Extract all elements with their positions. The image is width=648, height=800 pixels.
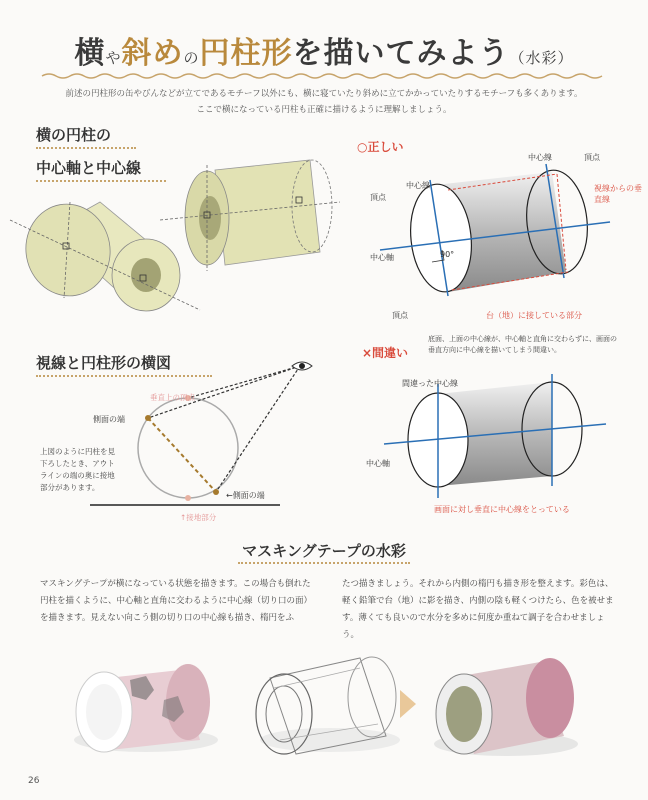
label-ground-contact: 台（地）に接している部分: [486, 311, 582, 320]
wrong-heading: ×間違い: [362, 346, 409, 360]
label-vertex: 頂点: [584, 153, 600, 162]
label-top-vertex: 垂直上の頂点: [150, 393, 195, 402]
label-center-line: 中心線: [528, 153, 552, 162]
intro-line: ここで横になっている円柱も正確に描けるように理解しましょう。: [196, 105, 452, 115]
title-part: を描いてみよう: [292, 36, 510, 71]
title-part: 円柱形: [199, 36, 293, 71]
label-center-axis: 中心軸: [370, 253, 394, 262]
intro-text: [20, 86, 628, 118]
tape-painting: [434, 658, 578, 756]
label-ground-part: ↑接地部分: [180, 513, 217, 522]
tape-section-heading: [0, 540, 648, 561]
tape-text-left: マスキングテープが横になっている状態を描きます。この場合も倒れた円柱を描くように、中心軸と直角に交わるように中心線（切り口の面）を描きます。見えない向こう側の切り口の中心線も描き、楕円をふ: [40, 579, 313, 623]
heading-line: 横の円柱の: [36, 124, 136, 149]
title-note: （水彩）: [509, 49, 574, 67]
tape-illustrations: [60, 640, 630, 770]
label-wrong-center-line: 間違った中心線: [402, 379, 458, 388]
correct-cylinder-diagram: [360, 150, 620, 330]
label-side-edge: ←側面の端: [226, 491, 265, 500]
tape-heading-text: マスキングテープの水彩: [238, 542, 410, 564]
yellow-cylinders-illustration: [10, 140, 340, 320]
label-perp-line: 視線からの垂直線: [594, 184, 642, 204]
page-number: 26: [28, 776, 40, 786]
heading-line: 視線と円柱形の横図: [36, 352, 212, 377]
heading-line: 中心軸と中心線: [36, 157, 166, 182]
wrong-desc: 底面、上面の中心線が、中心軸と直角に交わらずに、画面の垂直方向に中心線を描いてしまう間違い。: [428, 335, 617, 354]
label-center-axis: 中心軸: [366, 459, 390, 468]
tape-sketch: [256, 657, 400, 754]
label-center-line: 中心線: [406, 181, 430, 190]
label-vertex: 頂点: [392, 311, 408, 320]
title-part: の: [183, 49, 200, 67]
correct-heading: ○正しい: [357, 140, 404, 154]
title-part: 横: [74, 36, 106, 71]
sightline-diagram: [130, 360, 320, 530]
lying-cylinder: [10, 197, 200, 311]
intro-line: 前述の円柱形の缶やびんなどが立てであるモチーフ以外にも、横に寝ていたり斜めに立てかかっていたりするモチーフも多くあります。: [65, 89, 583, 99]
eye-icon: [292, 362, 312, 370]
title-part: 斜め: [121, 36, 184, 71]
page-title: [0, 28, 648, 72]
label-angle: 90°: [440, 250, 455, 259]
tape-text-right: たつ描きましょう。それから内側の楕円も描き形を整えます。彩色は、軽く鉛筆で台（地）に影を描き、内側の陰も軽くつけたら、色を被せます。薄くても良いので水分を多めに何度か重ねて調子を合わせましょう。: [342, 579, 614, 640]
tape-photo: [74, 664, 218, 752]
wrong-cylinder-diagram: [360, 372, 620, 512]
title-part: や: [105, 49, 122, 67]
label-vertex: 頂点: [370, 193, 386, 202]
title-wave-divider: [42, 72, 602, 80]
view-note: 上図のように円柱を見下ろしたとき、アウトラインの端の奥に接地部分があります。: [40, 447, 115, 492]
label-side-edge: 側面の端: [93, 415, 125, 424]
upright-cylinder: [160, 160, 340, 271]
arrow-right-icon: [400, 690, 416, 718]
label-vertical: 画面に対し垂直に中心線をとっている: [434, 505, 570, 514]
